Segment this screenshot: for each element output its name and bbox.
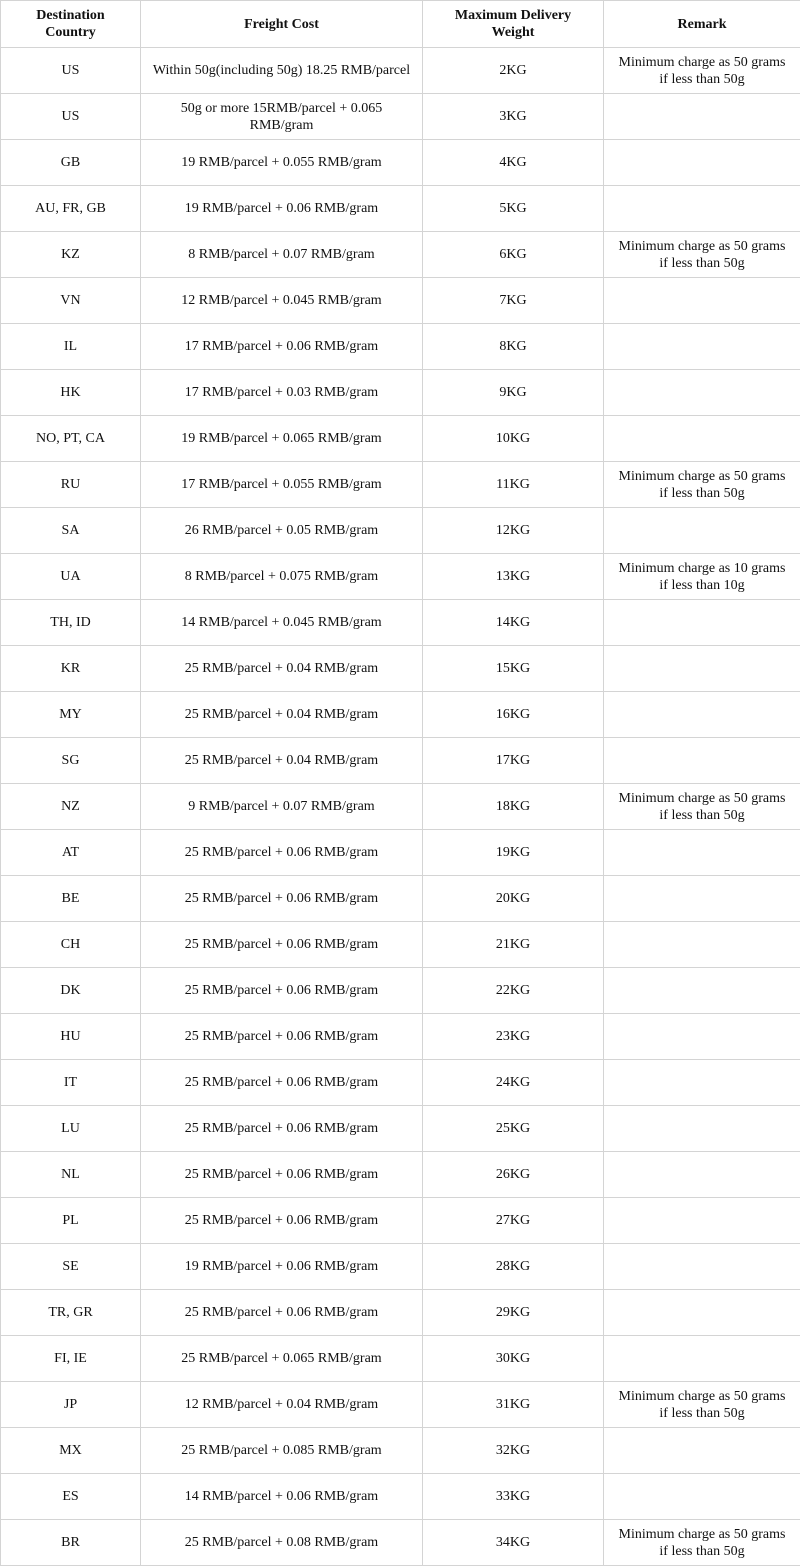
destination-country-cell: BR — [1, 1520, 141, 1566]
freight-cost-cell: 50g or more 15RMB/parcel + 0.065 RMB/gram — [141, 94, 423, 140]
destination-country-cell: CH — [1, 922, 141, 968]
remark-cell — [604, 370, 800, 416]
header-maximum-delivery-weight: Maximum Delivery Weight — [423, 1, 604, 48]
freight-cost-cell: Within 50g(including 50g) 18.25 RMB/parcel — [141, 48, 423, 94]
freight-cost-cell: 25 RMB/parcel + 0.06 RMB/gram — [141, 1106, 423, 1152]
freight-cost-cell: 19 RMB/parcel + 0.065 RMB/gram — [141, 416, 423, 462]
remark-cell — [604, 324, 800, 370]
freight-cost-cell: 14 RMB/parcel + 0.06 RMB/gram — [141, 1474, 423, 1520]
remark-cell — [604, 1474, 800, 1520]
max-delivery-weight-cell: 30KG — [423, 1336, 604, 1382]
table-row — [1, 94, 800, 140]
max-delivery-weight-cell: 9KG — [423, 370, 604, 416]
destination-country-cell: KZ — [1, 232, 141, 278]
table-row — [1, 738, 800, 784]
table-row — [1, 324, 800, 370]
header-destination-country: Destination Country — [1, 1, 141, 48]
table-row — [1, 186, 800, 232]
max-delivery-weight-cell: 17KG — [423, 738, 604, 784]
max-delivery-weight-cell: 6KG — [423, 232, 604, 278]
freight-cost-cell: 17 RMB/parcel + 0.055 RMB/gram — [141, 462, 423, 508]
freight-cost-cell: 9 RMB/parcel + 0.07 RMB/gram — [141, 784, 423, 830]
remark-cell: Minimum charge as 50 grams if less than 50g — [604, 1520, 800, 1566]
max-delivery-weight-cell: 16KG — [423, 692, 604, 738]
freight-cost-cell: 25 RMB/parcel + 0.06 RMB/gram — [141, 876, 423, 922]
destination-country-cell: GB — [1, 140, 141, 186]
destination-country-cell: SG — [1, 738, 141, 784]
table-row — [1, 784, 800, 830]
remark-cell — [604, 968, 800, 1014]
destination-country-cell: FI, IE — [1, 1336, 141, 1382]
max-delivery-weight-cell: 27KG — [423, 1198, 604, 1244]
freight-cost-cell: 25 RMB/parcel + 0.08 RMB/gram — [141, 1520, 423, 1566]
freight-cost-cell: 12 RMB/parcel + 0.045 RMB/gram — [141, 278, 423, 324]
freight-cost-cell: 19 RMB/parcel + 0.06 RMB/gram — [141, 1244, 423, 1290]
table-row — [1, 1428, 800, 1474]
max-delivery-weight-cell: 22KG — [423, 968, 604, 1014]
table-row — [1, 1060, 800, 1106]
max-delivery-weight-cell: 15KG — [423, 646, 604, 692]
destination-country-cell: VN — [1, 278, 141, 324]
freight-cost-cell: 25 RMB/parcel + 0.06 RMB/gram — [141, 1152, 423, 1198]
destination-country-cell: LU — [1, 1106, 141, 1152]
freight-cost-cell: 19 RMB/parcel + 0.055 RMB/gram — [141, 140, 423, 186]
max-delivery-weight-cell: 24KG — [423, 1060, 604, 1106]
freight-cost-cell: 17 RMB/parcel + 0.03 RMB/gram — [141, 370, 423, 416]
table-row — [1, 1290, 800, 1336]
max-delivery-weight-cell: 20KG — [423, 876, 604, 922]
table-row — [1, 1014, 800, 1060]
destination-country-cell: AT — [1, 830, 141, 876]
freight-cost-cell: 25 RMB/parcel + 0.085 RMB/gram — [141, 1428, 423, 1474]
remark-cell — [604, 1014, 800, 1060]
freight-cost-cell: 25 RMB/parcel + 0.06 RMB/gram — [141, 922, 423, 968]
table-row — [1, 416, 800, 462]
destination-country-cell: NO, PT, CA — [1, 416, 141, 462]
table-row — [1, 232, 800, 278]
max-delivery-weight-cell: 19KG — [423, 830, 604, 876]
destination-country-cell: AU, FR, GB — [1, 186, 141, 232]
destination-country-cell: MY — [1, 692, 141, 738]
max-delivery-weight-cell: 18KG — [423, 784, 604, 830]
max-delivery-weight-cell: 7KG — [423, 278, 604, 324]
max-delivery-weight-cell: 5KG — [423, 186, 604, 232]
destination-country-cell: DK — [1, 968, 141, 1014]
remark-cell — [604, 94, 800, 140]
table-row — [1, 278, 800, 324]
remark-cell — [604, 1336, 800, 1382]
destination-country-cell: NZ — [1, 784, 141, 830]
freight-cost-cell: 25 RMB/parcel + 0.06 RMB/gram — [141, 1198, 423, 1244]
table-row — [1, 876, 800, 922]
header-freight-cost: Freight Cost — [141, 1, 423, 48]
destination-country-cell: TH, ID — [1, 600, 141, 646]
remark-cell: Minimum charge as 50 grams if less than 50g — [604, 48, 800, 94]
header-row — [1, 1, 800, 48]
freight-cost-cell: 25 RMB/parcel + 0.06 RMB/gram — [141, 830, 423, 876]
remark-cell — [604, 922, 800, 968]
destination-country-cell: SA — [1, 508, 141, 554]
destination-country-cell: UA — [1, 554, 141, 600]
freight-cost-cell: 25 RMB/parcel + 0.06 RMB/gram — [141, 968, 423, 1014]
max-delivery-weight-cell: 13KG — [423, 554, 604, 600]
max-delivery-weight-cell: 3KG — [423, 94, 604, 140]
remark-cell — [604, 876, 800, 922]
remark-cell — [604, 1106, 800, 1152]
freight-cost-cell: 25 RMB/parcel + 0.04 RMB/gram — [141, 646, 423, 692]
table-row — [1, 1152, 800, 1198]
destination-country-cell: MX — [1, 1428, 141, 1474]
remark-cell — [604, 646, 800, 692]
freight-cost-cell: 25 RMB/parcel + 0.06 RMB/gram — [141, 1290, 423, 1336]
remark-cell — [604, 1198, 800, 1244]
max-delivery-weight-cell: 12KG — [423, 508, 604, 554]
max-delivery-weight-cell: 34KG — [423, 1520, 604, 1566]
table-row — [1, 922, 800, 968]
table-row — [1, 1474, 800, 1520]
freight-cost-cell: 26 RMB/parcel + 0.05 RMB/gram — [141, 508, 423, 554]
freight-cost-cell: 25 RMB/parcel + 0.06 RMB/gram — [141, 1060, 423, 1106]
remark-cell: Minimum charge as 50 grams if less than 50g — [604, 784, 800, 830]
table-row — [1, 1520, 800, 1566]
remark-cell — [604, 278, 800, 324]
destination-country-cell: RU — [1, 462, 141, 508]
table-row — [1, 830, 800, 876]
max-delivery-weight-cell: 33KG — [423, 1474, 604, 1520]
table-row — [1, 140, 800, 186]
table-body — [1, 48, 800, 1566]
remark-cell — [604, 692, 800, 738]
table-row — [1, 370, 800, 416]
destination-country-cell: NL — [1, 1152, 141, 1198]
max-delivery-weight-cell: 23KG — [423, 1014, 604, 1060]
table-row — [1, 692, 800, 738]
destination-country-cell: HK — [1, 370, 141, 416]
table-row — [1, 1382, 800, 1428]
max-delivery-weight-cell: 32KG — [423, 1428, 604, 1474]
freight-cost-cell: 25 RMB/parcel + 0.065 RMB/gram — [141, 1336, 423, 1382]
freight-cost-cell: 17 RMB/parcel + 0.06 RMB/gram — [141, 324, 423, 370]
table-row — [1, 1106, 800, 1152]
destination-country-cell: IL — [1, 324, 141, 370]
table-row — [1, 1244, 800, 1290]
remark-cell — [604, 600, 800, 646]
destination-country-cell: US — [1, 48, 141, 94]
table-header — [1, 1, 800, 48]
remark-cell — [604, 508, 800, 554]
table-row — [1, 1198, 800, 1244]
destination-country-cell: JP — [1, 1382, 141, 1428]
remark-cell — [604, 186, 800, 232]
freight-cost-cell: 19 RMB/parcel + 0.06 RMB/gram — [141, 186, 423, 232]
freight-cost-cell: 12 RMB/parcel + 0.04 RMB/gram — [141, 1382, 423, 1428]
remark-cell — [604, 830, 800, 876]
max-delivery-weight-cell: 28KG — [423, 1244, 604, 1290]
max-delivery-weight-cell: 14KG — [423, 600, 604, 646]
max-delivery-weight-cell: 26KG — [423, 1152, 604, 1198]
freight-cost-cell: 14 RMB/parcel + 0.045 RMB/gram — [141, 600, 423, 646]
table-row — [1, 462, 800, 508]
max-delivery-weight-cell: 2KG — [423, 48, 604, 94]
max-delivery-weight-cell: 8KG — [423, 324, 604, 370]
destination-country-cell: BE — [1, 876, 141, 922]
destination-country-cell: HU — [1, 1014, 141, 1060]
remark-cell: Minimum charge as 10 grams if less than 10g — [604, 554, 800, 600]
header-remark: Remark — [604, 1, 800, 48]
remark-cell — [604, 1060, 800, 1106]
destination-country-cell: TR, GR — [1, 1290, 141, 1336]
remark-cell — [604, 1244, 800, 1290]
remark-cell — [604, 1428, 800, 1474]
destination-country-cell: PL — [1, 1198, 141, 1244]
remark-cell: Minimum charge as 50 grams if less than 50g — [604, 462, 800, 508]
freight-cost-cell: 8 RMB/parcel + 0.07 RMB/gram — [141, 232, 423, 278]
freight-cost-cell: 25 RMB/parcel + 0.04 RMB/gram — [141, 738, 423, 784]
remark-cell — [604, 416, 800, 462]
remark-cell: Minimum charge as 50 grams if less than 50g — [604, 1382, 800, 1428]
freight-cost-cell: 8 RMB/parcel + 0.075 RMB/gram — [141, 554, 423, 600]
table-row — [1, 48, 800, 94]
destination-country-cell: ES — [1, 1474, 141, 1520]
table-row — [1, 554, 800, 600]
table-row — [1, 508, 800, 554]
max-delivery-weight-cell: 4KG — [423, 140, 604, 186]
max-delivery-weight-cell: 21KG — [423, 922, 604, 968]
table-row — [1, 1336, 800, 1382]
remark-cell: Minimum charge as 50 grams if less than 50g — [604, 232, 800, 278]
freight-cost-cell: 25 RMB/parcel + 0.04 RMB/gram — [141, 692, 423, 738]
table-row — [1, 968, 800, 1014]
destination-country-cell: KR — [1, 646, 141, 692]
max-delivery-weight-cell: 10KG — [423, 416, 604, 462]
table-row — [1, 646, 800, 692]
remark-cell — [604, 140, 800, 186]
table-row — [1, 600, 800, 646]
remark-cell — [604, 738, 800, 784]
destination-country-cell: US — [1, 94, 141, 140]
remark-cell — [604, 1152, 800, 1198]
max-delivery-weight-cell: 11KG — [423, 462, 604, 508]
max-delivery-weight-cell: 25KG — [423, 1106, 604, 1152]
destination-country-cell: IT — [1, 1060, 141, 1106]
remark-cell — [604, 1290, 800, 1336]
max-delivery-weight-cell: 31KG — [423, 1382, 604, 1428]
destination-country-cell: SE — [1, 1244, 141, 1290]
max-delivery-weight-cell: 29KG — [423, 1290, 604, 1336]
freight-cost-cell: 25 RMB/parcel + 0.06 RMB/gram — [141, 1014, 423, 1060]
